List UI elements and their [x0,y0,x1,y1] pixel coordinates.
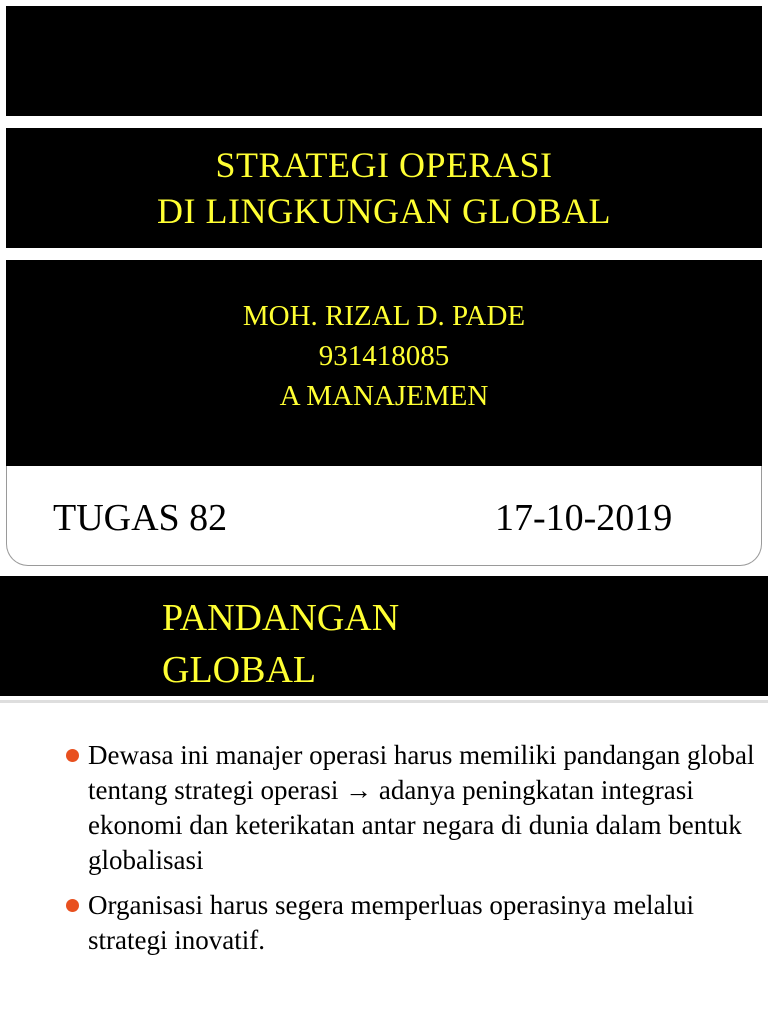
class-name: A MANAJEMEN [279,380,489,412]
footer-box [6,466,762,566]
divider [0,700,768,703]
student-id: 931418085 [318,340,450,372]
heading-line-2: GLOBAL [162,649,317,691]
date-label: 17-10-2019 [495,497,673,539]
list-item [66,888,756,958]
bullet-icon [66,899,79,912]
content-slide [0,576,768,1024]
list-item [66,738,756,878]
assignment-label: TUGAS 82 [53,497,228,539]
heading-line-1: PANDANGAN [162,597,400,639]
bullet-text: Organisasi harus segera memperluas operasinya melalui strategi inovatif. [88,890,695,955]
author-name: MOH. RIZAL D. PADE [242,300,526,332]
bullet-icon [66,749,79,762]
title-line-1: STRATEGI OPERASI [215,145,553,185]
bullet-text: Dewasa ini manajer operasi harus memiliki pandangan global tentang strategi operasi → adanya peningkatan integrasi ekonomi dan keterikatan antar negara di dunia dalam bentuk globalisasi [88,740,755,875]
heading-box [0,576,768,696]
title-box [6,128,762,248]
bullet-list [66,738,756,968]
author-box [6,260,762,466]
title-line-2: DI LINGKUNGAN GLOBAL [157,191,611,231]
top-black-bar [6,6,762,116]
